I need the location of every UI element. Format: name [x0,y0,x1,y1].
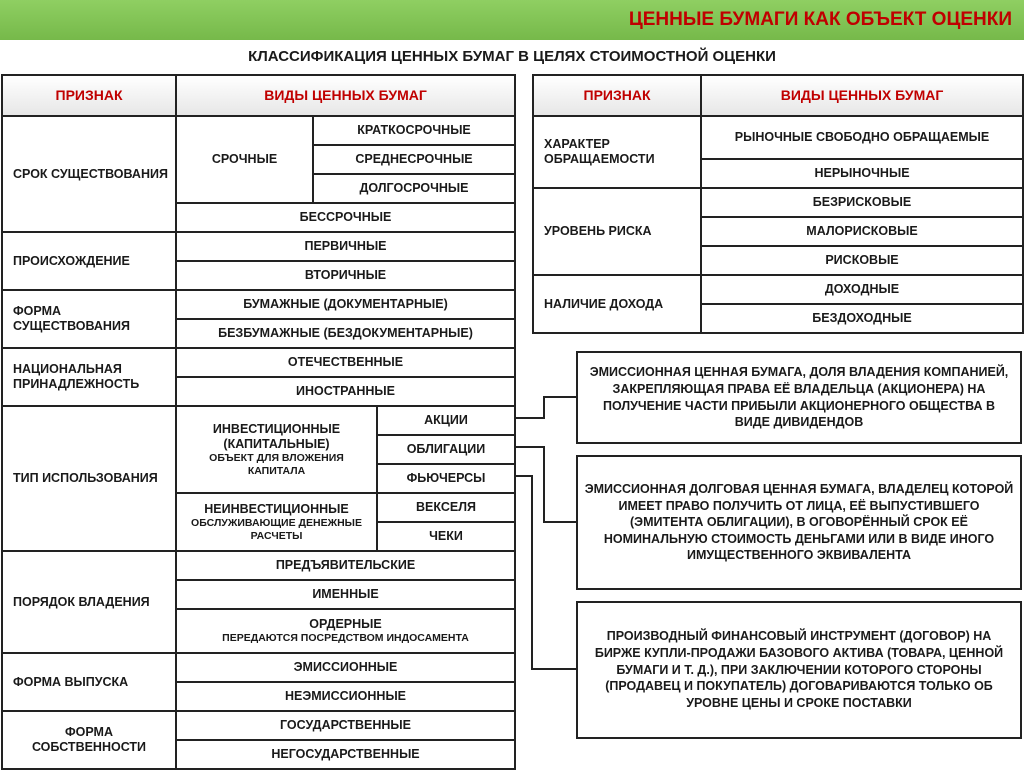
property-state: ГОСУДАРСТВЕННЫЕ [176,711,515,740]
risk-risky: РИСКОВЫЕ [701,246,1023,275]
ownership-order-note: ПЕРЕДАЮТСЯ ПОСРЕДСТВОМ ИНДОСАМЕНТА [222,632,469,645]
issue-non-emission: НЕЭМИССИОННЫЕ [176,682,515,711]
term-short: КРАТКОСРОЧНЫЕ [313,116,515,145]
income-non-yielding: БЕЗДОХОДНЫЕ [701,304,1023,333]
usage-bills: ВЕКСЕЛЯ [377,493,515,522]
risk-label: УРОВЕНЬ РИСКА [533,188,701,275]
ownership-registered: ИМЕННЫЕ [176,580,515,609]
ownership-order-title: ОРДЕРНЫЕ [309,617,382,632]
definition-share: ЭМИССИОННАЯ ЦЕННАЯ БУМАГА, ДОЛЯ ВЛАДЕНИЯ КОМПАНИЕЙ, ЗАКРЕПЛЯЮЩАЯ ПРАВА ЕЁ ВЛАДЕЛЬЦА (АКЦИОНЕРА) НА ПОЛУЧЕНИЕ ЧАСТИ ПРИБЫЛИ АКЦИОНЕРНОГО ОБЩЕСТВА В ВИДЕ ДИВИДЕНДОВ [576,351,1022,444]
usage-futures: ФЬЮЧЕРСЫ [377,464,515,493]
nationality-domestic: ОТЕЧЕСТВЕННЫЕ [176,348,515,377]
term-long: ДОЛГОСРОЧНЫЕ [313,174,515,203]
term-perpetual: БЕССРОЧНЫЕ [176,203,515,232]
right-header-types: ВИДЫ ЦЕННЫХ БУМАГ [701,75,1023,116]
left-header-types: ВИДЫ ЦЕННЫХ БУМАГ [176,75,515,116]
usage-investment-title: ИНВЕСТИЦИОННЫЕ (КАПИТАЛЬНЫЕ) [212,421,341,451]
usage-bonds: ОБЛИГАЦИИ [377,435,515,464]
term-medium: СРЕДНЕСРОЧНЫЕ [313,145,515,174]
left-header-sign: ПРИЗНАК [2,75,176,116]
page-subtitle: КЛАССИФИКАЦИЯ ЦЕННЫХ БУМАГ В ЦЕЛЯХ СТОИМОСТНОЙ ОЦЕНКИ [248,48,776,65]
origin-label: ПРОИСХОЖДЕНИЕ [2,232,176,290]
ownership-order-label: ПОРЯДОК ВЛАДЕНИЯ [2,551,176,653]
risk-riskless: БЕЗРИСКОВЫЕ [701,188,1023,217]
circulation-label: ХАРАКТЕР ОБРАЩАЕМОСТИ [533,116,701,188]
income-label: НАЛИЧИЕ ДОХОДА [533,275,701,333]
risk-low: МАЛОРИСКОВЫЕ [701,217,1023,246]
usage-shares: АКЦИИ [377,406,515,435]
term-group-fixed: СРОЧНЫЕ [176,116,313,203]
income-yielding: ДОХОДНЫЕ [701,275,1023,304]
usage-label: ТИП ИСПОЛЬЗОВАНИЯ [2,406,176,551]
nationality-label: НАЦИОНАЛЬНАЯ ПРИНАДЛЕЖНОСТЬ [2,348,176,406]
origin-primary: ПЕРВИЧНЫЕ [176,232,515,261]
origin-secondary: ВТОРИЧНЫЕ [176,261,515,290]
connector-bonds [514,447,576,522]
form-paper: БУМАЖНЫЕ (ДОКУМЕНТАРНЫЕ) [176,290,515,319]
circulation-non-market: НЕРЫНОЧНЫЕ [701,159,1023,188]
page-title: ЦЕННЫЕ БУМАГИ КАК ОБЪЕКТ ОЦЕНКИ [628,9,1012,30]
usage-non-investment-note: ОБСЛУЖИВАЮЩИЕ ДЕНЕЖНЫЕ РАСЧЕТЫ [191,516,362,542]
property-non-state: НЕГОСУДАРСТВЕННЫЕ [176,740,515,769]
form-paperless: БЕЗБУМАЖНЫЕ (БЕЗДОКУМЕНТАРНЫЕ) [176,319,515,348]
definition-futures: ПРОИЗВОДНЫЙ ФИНАНСОВЫЙ ИНСТРУМЕНТ (ДОГОВОР) НА БИРЖЕ КУПЛИ-ПРОДАЖИ БАЗОВОГО АКТИВА (ТОВАРА, ЦЕННОЙ БУМАГИ И Т. Д.), ПРИ ЗАКЛЮЧЕНИИ КОТОРОГО СТОРОНЫ (ПРОДАВЕЦ И ПОКУПАТЕЛЬ) ДОГОВАРИВАЮТСЯ ТОЛЬКО ОБ УРОВНЕ ЦЕНЫ И СРОКЕ ПОСТАВКИ [576,601,1022,739]
right-header-sign: ПРИЗНАК [533,75,701,116]
property-form-label: ФОРМА СОБСТВЕННОСТИ [2,711,176,769]
usage-non-investment-title: НЕИНВЕСТИЦИОННЫЕ [204,501,349,516]
issue-form-label: ФОРМА ВЫПУСКА [2,653,176,711]
usage-investment-note: ОБЪЕКТ ДЛЯ ВЛОЖЕНИЯ КАПИТАЛА [209,451,344,477]
nationality-foreign: ИНОСТРАННЫЕ [176,377,515,406]
term-label: СРОК СУЩЕСТВОВАНИЯ [2,116,176,232]
connector-shares [514,397,576,418]
form-label: ФОРМА СУЩЕСТВОВАНИЯ [2,290,176,348]
circulation-market: РЫНОЧНЫЕ СВОБОДНО ОБРАЩАЕМЫЕ [701,116,1023,159]
definition-bond: ЭМИССИОННАЯ ДОЛГОВАЯ ЦЕННАЯ БУМАГА, ВЛАДЕЛЕЦ КОТОРОЙ ИМЕЕТ ПРАВО ПОЛУЧИТЬ ОТ ЛИЦА, ЕЁ ВЫПУСТИВШЕГО (ЭМИТЕНТА ОБЛИГАЦИИ), В ОГОВОРЁННЫЙ СРОК ЕЁ НОМИНАЛЬНУЮ СТОИМОСТЬ ДЕНЬГАМИ ИЛИ В ВИДЕ ИНОГО ИМУЩЕСТВЕННОГО ЭКВИВАЛЕНТА [576,455,1022,590]
usage-cheques: ЧЕКИ [377,522,515,551]
issue-emission: ЭМИССИОННЫЕ [176,653,515,682]
ownership-bearer: ПРЕДЪЯВИТЕЛЬСКИЕ [176,551,515,580]
